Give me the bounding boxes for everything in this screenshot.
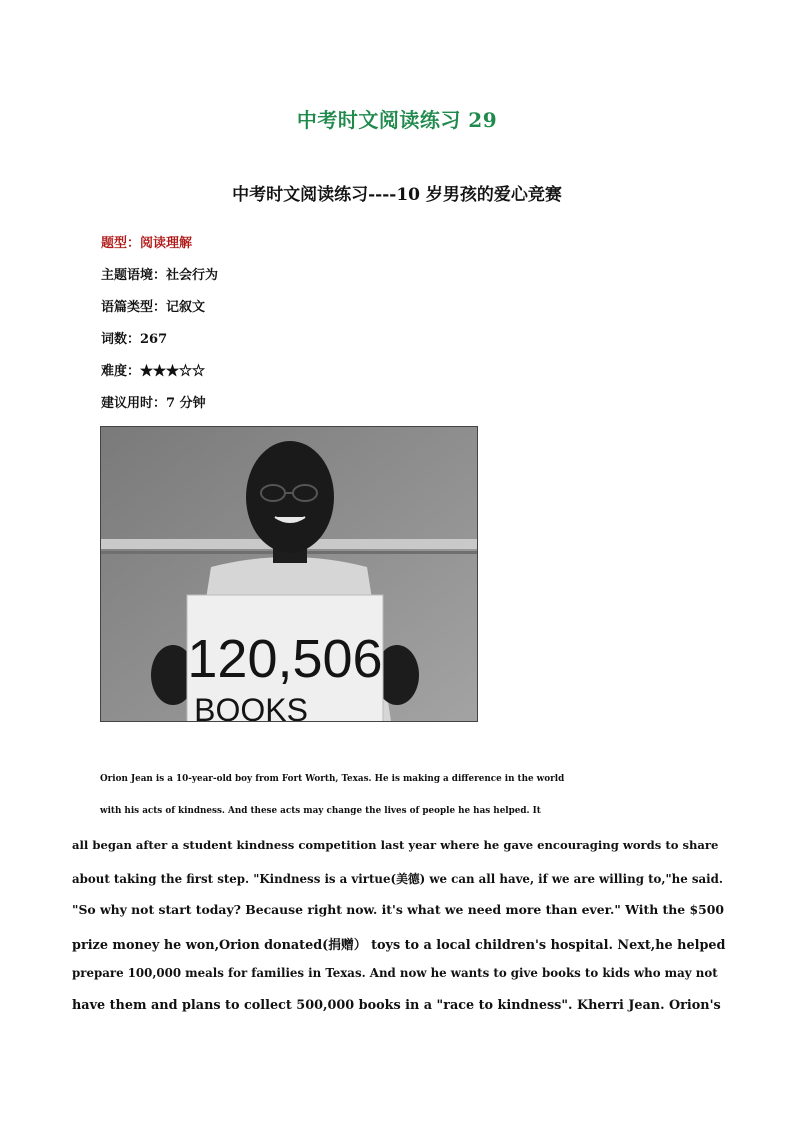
passage-line: prize money he won,Orion donated(捐赠） toys to a local children's hospital. Next,he helped [72,938,726,953]
meta-value: 记叙文 [166,300,206,315]
passage-line: all began after a student kindness competition last year where he gave encouraging words to share [72,838,719,852]
meta-value: 社会行为 [166,268,219,283]
meta-label: 题型： [101,236,141,251]
meta-value: 阅读理解 [140,236,193,251]
meta-word-count [101,328,167,347]
article-subtitle: 中考时文阅读练习----10 岁男孩的爱心竞赛 [232,185,562,205]
meta-difficulty [101,360,205,379]
sign-number: 120,506 [187,629,383,689]
boy-with-sign-photo [100,426,478,722]
meta-label: 难度： [101,364,141,379]
passage-line: "So why not start today? Because right now. it's what we need more than ever." With the $500 [72,902,724,917]
meta-label: 主题语境： [101,268,167,283]
meta-question-type [101,232,192,251]
meta-label: 语篇类型： [101,300,167,315]
meta-label: 建议用时： [101,396,167,411]
passage-line: have them and plans to collect 500,000 books in a "race to kindness". Kherri Jean. Orion's [72,998,721,1013]
passage-line: prepare 100,000 meals for families in Texas. And now he wants to give books to kids who may not [72,966,718,980]
page-title: 中考时文阅读练习 29 [296,108,498,132]
passage-line: with his acts of kindness. And these acts may change the lives of people he has helped. It [100,806,541,816]
meta-suggested-time [101,392,206,411]
passage-line: Orion Jean is a 10-year-old boy from Fort Worth, Texas. He is making a difference in the world [100,774,565,784]
meta-label: 词数： [101,332,141,347]
sign-word: BOOKS [194,692,308,721]
meta-value: 267 [140,332,168,347]
difficulty-stars: ★★★☆☆ [140,364,206,379]
meta-genre [101,296,205,315]
meta-value: 7 分钟 [166,396,206,411]
passage-line: about taking the first step. "Kindness is a virtue(美德) we can all have, if we are willing to,"he said. [72,872,723,886]
meta-theme [101,264,218,283]
